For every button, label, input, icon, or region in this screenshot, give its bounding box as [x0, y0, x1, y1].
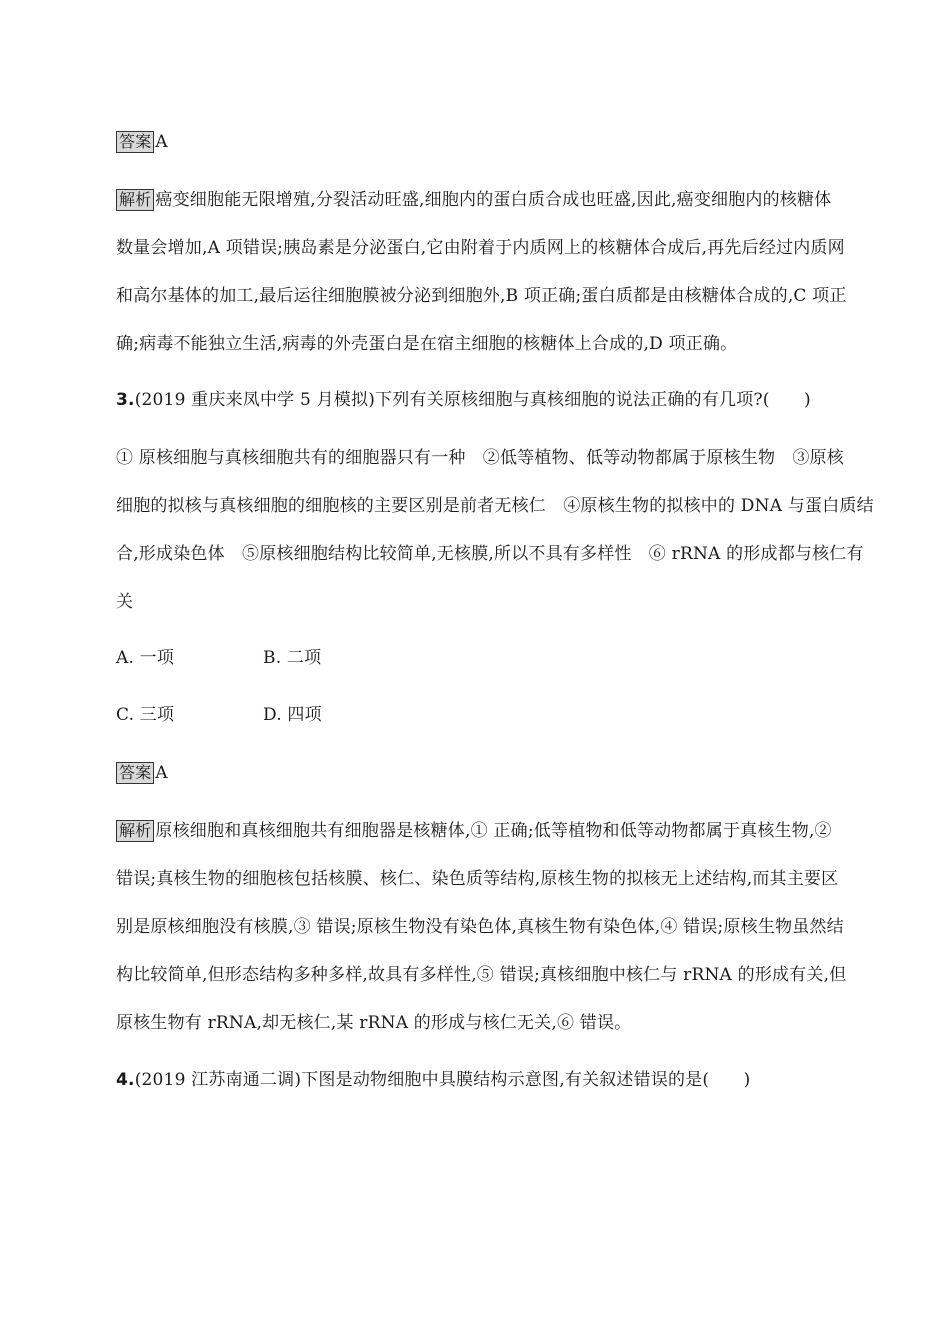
q3-analysis-line-1 — [116, 819, 836, 843]
q3-statements-line-4: 关 — [116, 592, 134, 612]
q2-analysis-line-1 — [116, 188, 836, 212]
analysis-text: 原核细胞和真核细胞共有细胞器是核糖体,① 正确;低等植物和低等动物都属于真核生物,② — [155, 821, 832, 841]
question-text: (2019 江苏南通二调)下图是动物细胞中具膜结构示意图,有关叙述错误的是( ) — [134, 1070, 751, 1090]
question-text: (2019 重庆来凤中学 5 月模拟)下列有关原核细胞与真核细胞的说法正确的有几项?( ) — [134, 390, 811, 410]
q2-analysis-line-4: 确;病毒不能独立生活,病毒的外壳蛋白是在宿主细胞的核糖体上合成的,D 项正确。 — [116, 334, 738, 354]
question-number: 4. — [116, 1070, 135, 1090]
q2-answer — [116, 130, 836, 154]
answer-tag: 答案 — [116, 762, 154, 784]
q3-analysis-line-4: 构比较简单,但形态结构多种多样,故具有多样性,⑤ 错误;真核细胞中核仁与 rRNA 的形成有关,但 — [116, 965, 847, 985]
answer-value: A — [155, 132, 168, 152]
q3-stem — [116, 388, 836, 412]
q2-analysis-line-3: 和高尔基体的加工,最后运往细胞膜被分泌到细胞外,B 项正确;蛋白质都是由核糖体合成的,C 项正 — [116, 286, 847, 306]
q4-stem — [116, 1068, 836, 1092]
answer-value: A — [155, 763, 168, 783]
q3-analysis-line-5: 原核生物有 rRNA,却无核仁,某 rRNA 的形成与核仁无关,⑥ 错误。 — [116, 1013, 632, 1033]
q3-analysis-line-2: 错误;真核生物的细胞核包括核膜、核仁、染色质等结构,原核生物的拟核无上述结构,而其主要区 — [116, 869, 839, 889]
q3-options-row-2 — [116, 703, 836, 727]
option-d: D. 四项 — [263, 705, 322, 725]
q3-statements-line-2: 细胞的拟核与真核细胞的细胞核的主要区别是前者无核仁 ④原核生物的拟核中的 DNA 与蛋白质结 — [116, 496, 874, 516]
analysis-tag: 解析 — [116, 189, 154, 211]
q3-answer — [116, 761, 836, 785]
q2-analysis-line-2: 数量会增加,A 项错误;胰岛素是分泌蛋白,它由附着于内质网上的核糖体合成后,再先后经过内质网 — [116, 238, 845, 258]
q3-statements-line-3: 合,形成染色体 ⑤原核细胞结构比较简单,无核膜,所以不具有多样性 ⑥ rRNA 的形成都与核仁有 — [116, 544, 864, 564]
option-b: B. 二项 — [263, 648, 322, 668]
q3-analysis-line-3: 别是原核细胞没有核膜,③ 错误;原核生物没有染色体,真核生物有染色体,④ 错误;原核生物虽然结 — [116, 917, 844, 937]
option-a: A. 一项 — [116, 648, 175, 668]
q3-statements-line-1: ① 原核细胞与真核细胞共有的细胞器只有一种 ②低等植物、低等动物都属于原核生物 ③原核 — [116, 448, 845, 468]
question-number: 3. — [116, 390, 135, 410]
analysis-text: 癌变细胞能无限增殖,分裂活动旺盛,细胞内的蛋白质合成也旺盛,因此,癌变细胞内的核糖体 — [155, 190, 832, 210]
analysis-tag: 解析 — [116, 820, 154, 842]
q3-options-row-1 — [116, 646, 836, 670]
option-c: C. 三项 — [116, 705, 175, 725]
answer-tag: 答案 — [116, 131, 154, 153]
